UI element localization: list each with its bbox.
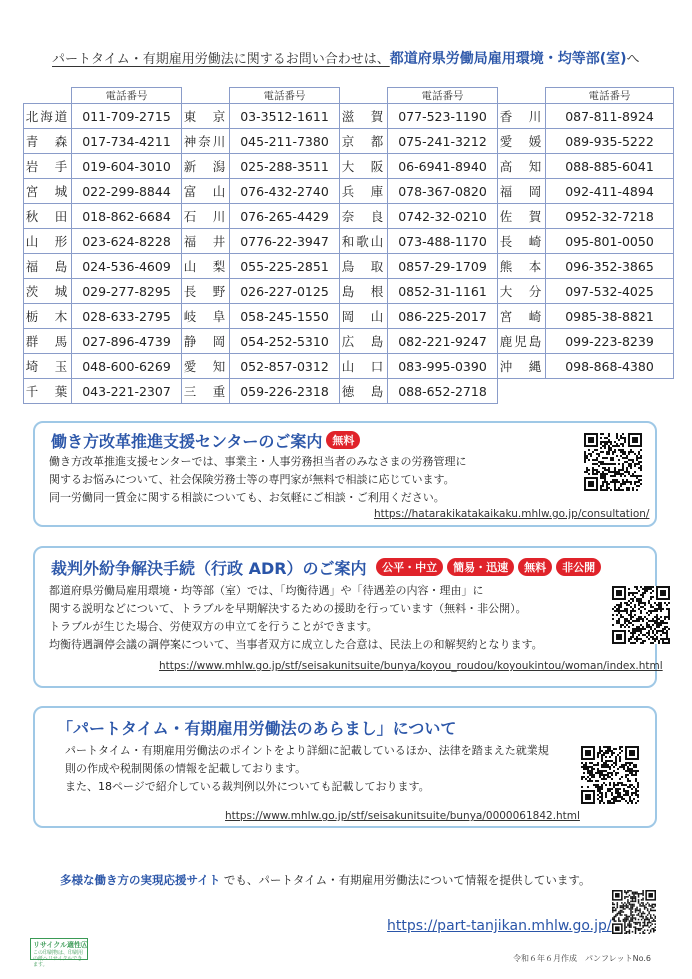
prefecture-cell: 長 野	[182, 279, 230, 304]
phone-number-cell: 023-624-8228	[72, 229, 182, 254]
card1-url-link[interactable]: https://hatarakikatakaikaku.mhlw.go.jp/consultation/	[374, 508, 650, 520]
prefecture-cell: 沖 縄	[498, 354, 546, 379]
prefecture-cell: 静 岡	[182, 329, 230, 354]
prefecture-cell: 広 島	[340, 329, 388, 354]
prefecture-cell: 山 形	[24, 229, 72, 254]
phone-number-cell: 048-600-6269	[72, 354, 182, 379]
consultation-center-card	[33, 421, 657, 527]
prefecture-cell: 高 知	[498, 154, 546, 179]
phone-number-cell: 0852-31-1161	[388, 279, 498, 304]
phone-number-cell: 087-811-8924	[546, 104, 674, 129]
prefecture-cell: 富 山	[182, 179, 230, 204]
prefecture-cell: 栃 木	[24, 304, 72, 329]
phone-number-cell: 017-734-4211	[72, 129, 182, 154]
prefecture-cell: 岡 山	[340, 304, 388, 329]
phone-number-cell: 019-604-3010	[72, 154, 182, 179]
phone-table-row	[24, 329, 674, 354]
phone-number-cell: 058-245-1550	[230, 304, 340, 329]
prefecture-cell: 群 馬	[24, 329, 72, 354]
phone-number-cell: 054-252-5310	[230, 329, 340, 354]
phone-number-cell: 095-801-0050	[546, 229, 674, 254]
prefecture-cell: 福 井	[182, 229, 230, 254]
prefecture-cell: 東 京	[182, 104, 230, 129]
recycle-mark	[30, 938, 89, 968]
support-site-desc: でも、パートタイム・有期雇用労働法について情報を提供しています。	[223, 873, 591, 887]
card2-line: 都道府県労働局雇用環境・均等部（室）では、「均衡待遇」や「待遇差の内容・理由」に	[49, 584, 484, 597]
badge-simple: 簡易・迅速	[447, 558, 514, 576]
phone-table-row	[24, 304, 674, 329]
prefecture-cell: 和歌山	[340, 229, 388, 254]
phone-table-row	[24, 179, 674, 204]
phone-number-cell: 03-3512-1611	[230, 104, 340, 129]
phone-number-cell: 089-935-5222	[546, 129, 674, 154]
heading-tail: へ	[626, 52, 640, 67]
prefecture-cell: 奈 良	[340, 204, 388, 229]
prefecture-cell: 大 阪	[340, 154, 388, 179]
prefecture-cell: 熊 本	[498, 254, 546, 279]
prefecture-cell: 新 潟	[182, 154, 230, 179]
phone-number-cell: 083-995-0390	[388, 354, 498, 379]
phone-number-cell: 096-352-3865	[546, 254, 674, 279]
overview-card	[33, 706, 657, 828]
phone-number-cell: 088-885-6041	[546, 154, 674, 179]
phone-number-cell: 011-709-2715	[72, 104, 182, 129]
prefecture-cell: 山 梨	[182, 254, 230, 279]
prefecture-cell: 埼 玉	[24, 354, 72, 379]
badge-private: 非公開	[556, 558, 601, 576]
recycle-text: この印刷物は、印刷用の紙へリサイクルできます。	[33, 950, 84, 968]
phone-number-cell: 098-868-4380	[546, 354, 674, 379]
phone-number-cell: 029-277-8295	[72, 279, 182, 304]
prefecture-cell: 愛 媛	[498, 129, 546, 154]
phone-number-cell: 059-226-2318	[230, 379, 340, 404]
phone-number-cell: 052-857-0312	[230, 354, 340, 379]
prefecture-cell: 京 都	[340, 129, 388, 154]
phone-number-cell: 082-221-9247	[388, 329, 498, 354]
phone-number-cell: 027-896-4739	[72, 329, 182, 354]
prefecture-cell: 福 島	[24, 254, 72, 279]
prefecture-cell: 徳 島	[340, 379, 388, 404]
phone-number-cell: 0985-38-8821	[546, 304, 674, 329]
card2-body	[49, 582, 543, 654]
phone-number-cell: 0742-32-0210	[388, 204, 498, 229]
card1-body	[49, 453, 467, 507]
prefecture-cell: 三 重	[182, 379, 230, 404]
phone-number-cell: 0857-29-1709	[388, 254, 498, 279]
badge-free: 無料	[518, 558, 552, 576]
publication-note: 令和６年６月作成 パンフレットNo.6	[513, 954, 651, 963]
card2-url-link[interactable]: https://www.mhlw.go.jp/stf/seisakunitsuite/bunya/koyou_roudou/koyoukintou/woman/index.html	[159, 660, 663, 672]
prefecture-cell: 宮 城	[24, 179, 72, 204]
adr-card	[33, 546, 663, 688]
phone-number-cell: 06-6941-8940	[388, 154, 498, 179]
card2-title: 裁判外紛争解決手続（行政 ADR）のご案内 公平・中立 簡易・迅速 無料 非公開	[51, 556, 601, 579]
prefecture-cell: 長 崎	[498, 229, 546, 254]
prefecture-cell: 愛 知	[182, 354, 230, 379]
prefecture-cell: 岩 手	[24, 154, 72, 179]
card3-line: また、18ページで紹介している裁判例以外についても記載しております。	[65, 780, 430, 793]
prefecture-cell: 大 分	[498, 279, 546, 304]
prefecture-cell: 岐 阜	[182, 304, 230, 329]
phone-number-cell: 076-432-2740	[230, 179, 340, 204]
phone-table-row	[24, 279, 674, 304]
phone-header: 電話番号	[72, 88, 182, 104]
qr-code-icon	[581, 746, 639, 804]
phone-number-cell: 026-227-0125	[230, 279, 340, 304]
phone-number-cell: 073-488-1170	[388, 229, 498, 254]
card3-line: パートタイム・有期雇用労働法のポイントをより詳細に記載しているほか、法律を踏まえた就業規	[65, 744, 549, 757]
phone-number-cell: 077-523-1190	[388, 104, 498, 129]
card3-line: 則の作成や税制関係の情報を記載しております。	[65, 762, 307, 775]
phone-number-cell: 097-532-4025	[546, 279, 674, 304]
prefecture-cell: 山 口	[340, 354, 388, 379]
phone-number-cell: 045-211-7380	[230, 129, 340, 154]
phone-table-row	[24, 129, 674, 154]
recycle-label: リサイクル適性Ⓐ	[33, 941, 89, 949]
card1-line: 働き方改革推進支援センターでは、事業主・人事労務担当者のみなさまの労務管理に	[49, 455, 467, 468]
prefecture-cell: 島 根	[340, 279, 388, 304]
phone-number-cell: 092-411-4894	[546, 179, 674, 204]
phone-number-cell: 018-862-6684	[72, 204, 182, 229]
phone-header: 電話番号	[388, 88, 498, 104]
phone-number-cell: 0776-22-3947	[230, 229, 340, 254]
prefecture-cell: 神奈川	[182, 129, 230, 154]
phone-table-row	[24, 104, 674, 129]
phone-table	[23, 87, 674, 404]
support-site-name: 多様な働き方の実現応援サイト	[60, 873, 221, 887]
phone-table-row	[24, 204, 674, 229]
prefecture-cell: 北海道	[24, 104, 72, 129]
card1-line: 同一労働同一賃金に関する相談についても、お気軽にご相談・ご利用ください。	[49, 491, 445, 504]
card3-url-link[interactable]: https://www.mhlw.go.jp/stf/seisakunitsuite/bunya/0000061842.html	[225, 810, 580, 822]
phone-number-cell: 088-652-2718	[388, 379, 498, 404]
heading-office: 都道府県労働局雇用環境・均等部(室)	[389, 51, 627, 67]
prefecture-cell: 宮 崎	[498, 304, 546, 329]
phone-number-cell: 078-367-0820	[388, 179, 498, 204]
phone-table-row	[24, 354, 674, 379]
phone-number-cell: 043-221-2307	[72, 379, 182, 404]
phone-number-cell: 022-299-8844	[72, 179, 182, 204]
prefecture-cell: 鳥 取	[340, 254, 388, 279]
phone-header: 電話番号	[546, 88, 674, 104]
inquiry-heading	[52, 48, 672, 68]
free-badge: 無料	[326, 431, 360, 449]
phone-number-cell: 075-241-3212	[388, 129, 498, 154]
phone-number-cell: 025-288-3511	[230, 154, 340, 179]
card1-title: 働き方改革推進支援センターのご案内 無料	[51, 429, 360, 452]
qr-code-icon	[584, 433, 642, 491]
card2-line: 均衡待遇調停会議の調停案について、当事者双方に成立した合意は、民法上の和解契約となります。	[49, 638, 543, 651]
qr-code-icon	[612, 586, 670, 644]
prefecture-cell: 千 葉	[24, 379, 72, 404]
prefecture-cell: 兵 庫	[340, 179, 388, 204]
support-site-link[interactable]: https://part-tanjikan.mhlw.go.jp/	[387, 918, 612, 934]
support-site-text	[60, 872, 590, 888]
prefecture-cell: 茨 城	[24, 279, 72, 304]
prefecture-cell: 鹿児島	[498, 329, 546, 354]
prefecture-cell: 佐 賀	[498, 204, 546, 229]
phone-header: 電話番号	[230, 88, 340, 104]
phone-number-cell: 076-265-4429	[230, 204, 340, 229]
phone-number-cell: 099-223-8239	[546, 329, 674, 354]
card3-body	[65, 742, 549, 796]
phone-number-cell: 055-225-2851	[230, 254, 340, 279]
phone-number-cell: 0952-32-7218	[546, 204, 674, 229]
prefecture-cell: 滋 賀	[340, 104, 388, 129]
card1-line: 関するお悩みについて、社会保険労務士等の専門家が無料で相談に応じています。	[49, 473, 455, 486]
prefecture-cell: 石 川	[182, 204, 230, 229]
phone-number-cell: 024-536-4609	[72, 254, 182, 279]
phone-number-cell: 086-225-2017	[388, 304, 498, 329]
phone-table-row	[24, 229, 674, 254]
prefecture-cell: 秋 田	[24, 204, 72, 229]
phone-table-row	[24, 379, 674, 404]
phone-table-row	[24, 154, 674, 179]
card2-line: トラブルが生じた場合、労使双方の申立てを行うことができます。	[49, 620, 378, 633]
phone-table-header	[24, 88, 674, 104]
qr-code-icon	[612, 890, 656, 934]
phone-table-row	[24, 254, 674, 279]
badge-fair: 公平・中立	[376, 558, 443, 576]
heading-lead: パートタイム・有期雇用労働法に関するお問い合わせは、	[52, 52, 390, 67]
phone-number-cell: 028-633-2795	[72, 304, 182, 329]
card3-title: 「パートタイム・有期雇用労働法のあらまし」について	[57, 719, 457, 738]
prefecture-cell: 福 岡	[498, 179, 546, 204]
prefecture-cell: 青 森	[24, 129, 72, 154]
prefecture-cell: 香 川	[498, 104, 546, 129]
card2-line: 関する説明などについて、トラブルを早期解決するための援助を行っています（無料・非公開）。	[49, 602, 527, 615]
